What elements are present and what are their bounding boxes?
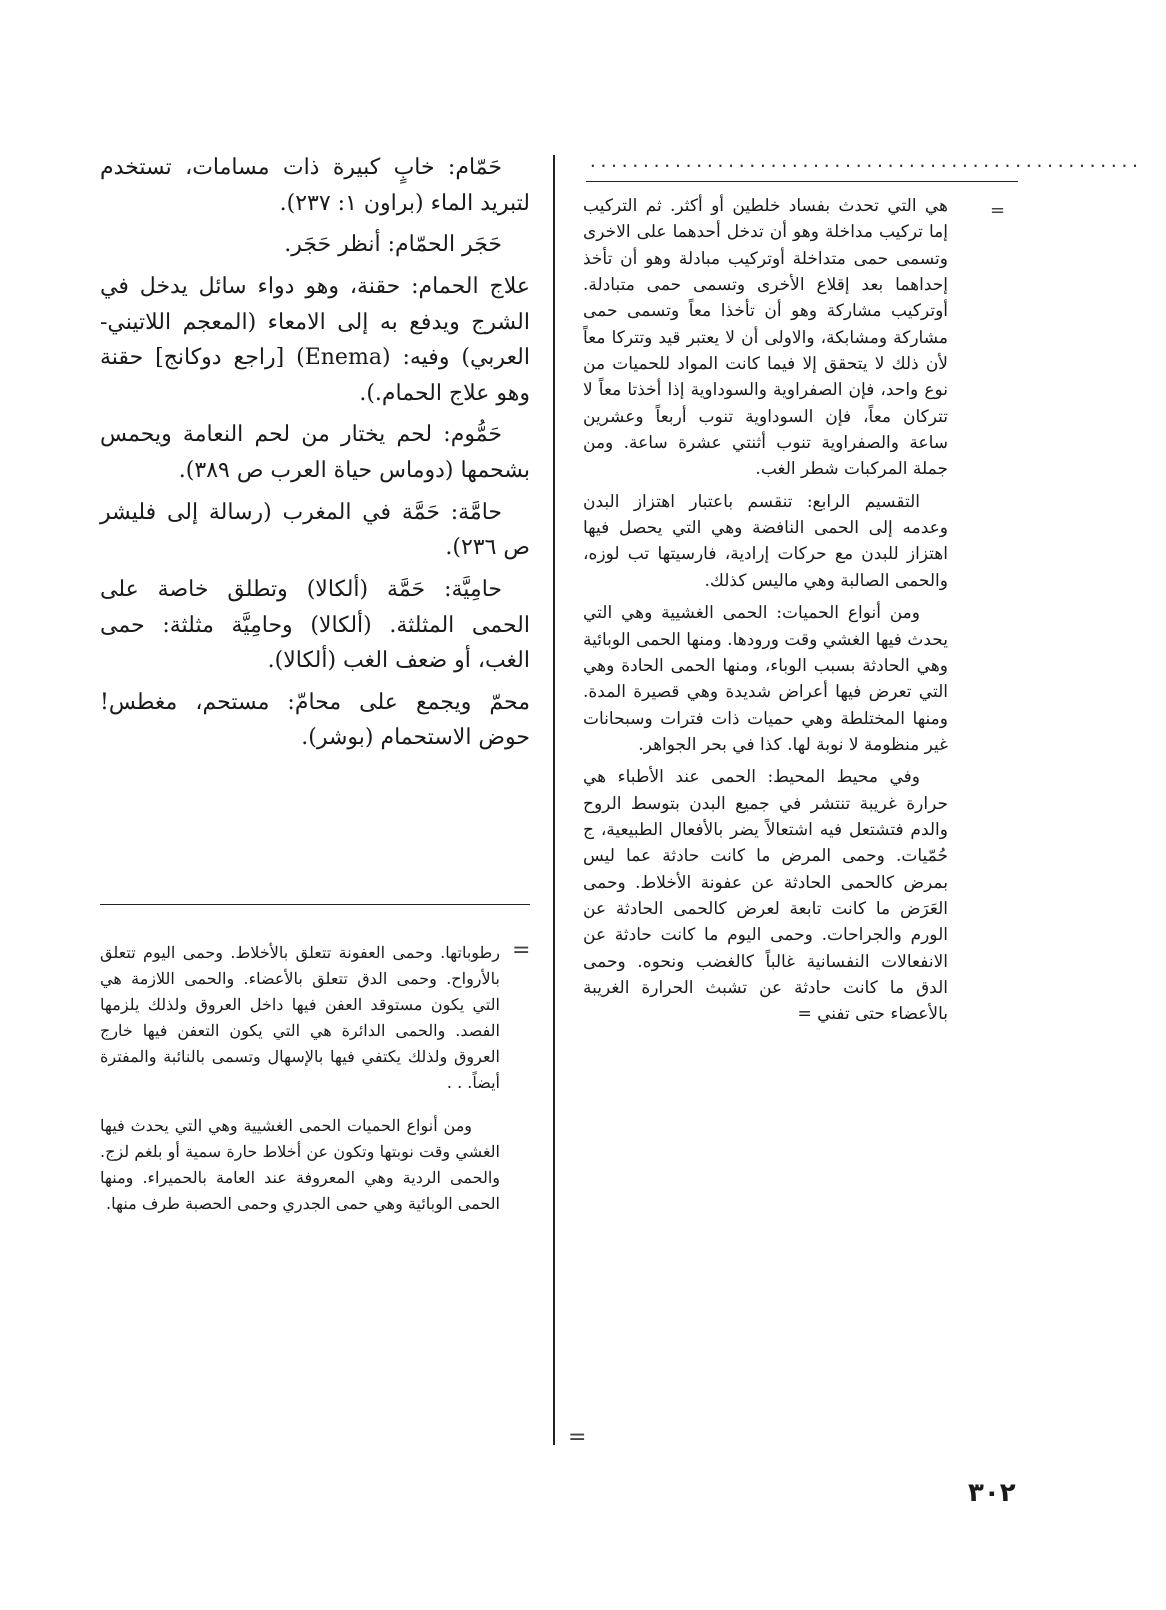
entry-hamiyya: حامِيَّة: حَمَّة (ألكالا) وتطلق خاصة على الحمى المثلثة. (ألكالا) وحامِيَّة مثلثة: حمى الغب، أو ضعف الغب (ألكالا). bbox=[100, 576, 530, 674]
left-column-footnote bbox=[100, 940, 500, 1223]
page-number: ٣٠٢ bbox=[968, 1478, 1016, 1508]
left-column-footnote-rule bbox=[100, 904, 530, 905]
header-dotted-line: .................................................... bbox=[588, 152, 1141, 171]
entry-ilaj-hammam: علاج الحمام: حقنة، وهو دواء سائل يدخل في الشرج ويدفع به إلى الامعاء (المعجم اللاتيني-العربي) وفيه: (Enema) [راجع دوكانج] حقنة وهو علاج الحمام.). bbox=[100, 273, 530, 406]
right-margin-mark: = bbox=[990, 200, 1006, 221]
right-column bbox=[583, 193, 948, 1034]
entry-hammum: حَمُّوم: لحم يختار من لحم النعامة ويحمس بشحمها (دوماس حياة العرب ص ٣٨٩). bbox=[100, 422, 530, 483]
entry-hamma: حامَّة: حَمَّة في المغرب (رسالة إلى فليشر ص ٢٣٦). bbox=[100, 499, 530, 561]
entry-mihamm: محمّ ويجمع على محامّ: مستحم، مغطس! حوض الاستحمام (بوشر). bbox=[100, 689, 530, 751]
right-paragraph-2: التقسيم الرابع: تنقسم باعتبار اهتزاز البدن وعدمه إلى الحمى النافضة وهي التي يحصل فيها اهتزاز للبدن مع حركات إرادية، فارسيتها تب لوزه، والحمى الصالبة وهي ماليس كذلك. bbox=[583, 491, 948, 591]
footnote-paragraph-2: ومن أنواع الحميات الحمى الغشيية وهي التي يحدث فيها الغشي وقت نوبتها وتكون عن أخلاط حارة سمية أو بلغم لزج. والحمى الردية وهي المعروفة عند العامة بالحميراء. ومنها الحمى الوبائية وهي حمى الجدري وحمى الحصبة طرف منها. bbox=[100, 1116, 501, 1214]
footnote-paragraph-1: رطوباتها. وحمى العفونة تتعلق بالأخلاط. وحمى اليوم تتعلق بالأرواح. وحمى الدق تتعلق بالأعضاء. والحمى اللازمة هي التي يكون مستوقد العفن فيها داخل العروق ولذلك يلزمها الفصد. والحمى الدائرة هي التي يكون التعفن فيها خارج العروق ولذلك يكتفي فيها بالإسهال وتسمى بالنائبة والمفترة أيضاً. . . bbox=[100, 943, 500, 1092]
continuation-mark: = bbox=[568, 1425, 587, 1450]
right-paragraph-1: هي التي تحدث بفساد خلطين أو أكثر. ثم التركيب إما تركيب مداخلة وهو أن تدخل أحدهما على الاخرى وتسمى حمى متداخلة أوتركيب مبادلة وهو أن تأخذ إحداهما بعد إقلاع الأخرى وتسمى حمى متبادلة. أوتركيب مشاركة وهو أن تأخذا معاً وتسمى حمى مشاركة ومشابكة، والاولى أن لا يعتبر قيد وتتركا معاً لأن ذلك لا يتحقق إلا فيما كانت المواد للحميات من نوع واحد، فإن الصفراوية والسوداوية إذا أخذتا معاً لا تتركان معاً، فإن السوداوية تنوب أربعاً وعشرين ساعة والصفراوية تنوب أثنتي عشرة ساعة. ومن جملة المركبات شطر الغب. bbox=[583, 196, 948, 480]
column-divider bbox=[553, 155, 555, 1445]
entry-hammam: حَمّام: خابٍ كبيرة ذات مسامات، تستخدم لتبريد الماء (براون ١: ٢٣٧). bbox=[100, 155, 530, 216]
footnote-mark: = bbox=[512, 938, 531, 963]
right-paragraph-4: وفي محيط المحيط: الحمى عند الأطباء هي حرارة غريبة تنتشر في جميع البدن بتوسط الروح والدم فتشتعل فيه اشتعالاً يضر بالأفعال الطبيعية، ج حُمّيات. وحمى المرض ما كانت حادثة عما ليس بمرض كالحمى الحادثة عن عفونة الأخلاط. وحمى العَرَض ما كانت تابعة لعرض كالحمى الحادثة عن الورم والجراحات. وحمى اليوم ما كانت حادثة عن الانفعالات النفسانية غالباً كالغضب ونحوه. وحمى الدق ما كانت حادثة عن تشبث الحرارة الغريبة بالأعضاء حتى تفني = bbox=[583, 767, 948, 1025]
right-column-top-rule bbox=[586, 181, 1018, 182]
left-column-entries bbox=[100, 150, 530, 762]
right-paragraph-3: ومن أنواع الحميات: الحمى الغشيية وهي التي يحدث فيها الغشي وقت ورودها. ومنها الحمى الوبائية وهي الحادثة بسبب الوباء، ومنها الحمى الحادة وهي التي تعرض فيها أعراض شديدة وهي قصيرة المدة. ومنها المختلطة وهي حميات ذات فترات وسبحانات غير منظومة لا نوبة لها. كذا في بحر الجواهر. bbox=[583, 603, 948, 755]
entry-hajar-hammam: حَجَر الحمّام: أنظر حَجَر. bbox=[284, 232, 502, 258]
